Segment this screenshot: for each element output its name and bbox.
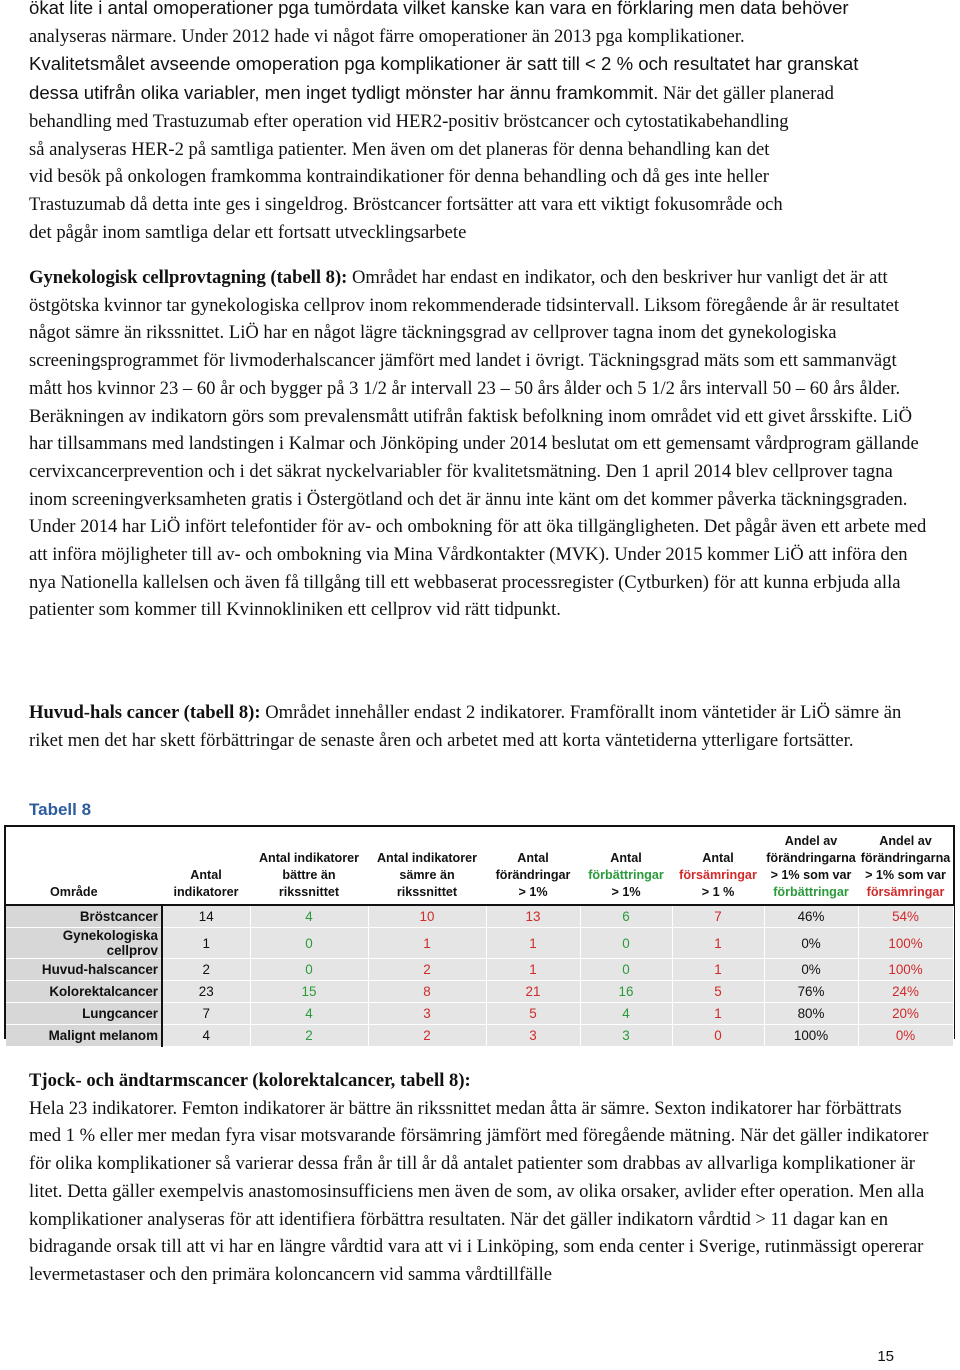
cell-changes: 1 (486, 959, 580, 981)
intro-paragraph (29, 0, 934, 246)
page-number: 15 (877, 1348, 894, 1365)
intro-line: dessa utifrån olika variabler, men inget tydligt mönster har ännu framkommit. (29, 82, 659, 104)
cell-share-improvements: 76% (764, 981, 858, 1003)
col-header-area: Område (6, 827, 162, 905)
cell-total: 7 (162, 1003, 250, 1025)
cell-changes: 21 (486, 981, 580, 1003)
hh-heading: Huvud-hals cancer (tabell 8): (29, 702, 261, 723)
cell-improvements: 0 (580, 928, 672, 959)
cell-total: 1 (162, 928, 250, 959)
intro-line: Kvalitetsmålet avseende omoperation pga komplikationer är satt till < 2 % och resultatet har granskat (29, 53, 859, 75)
cell-declines: 7 (672, 905, 764, 928)
table-caption: Tabell 8 (29, 800, 92, 819)
col-header-share-improvements: Andel av förändringarna > 1% som var förbättringar (764, 827, 858, 905)
table-8 (4, 825, 955, 1043)
kolo-paragraph (29, 1067, 934, 1289)
intro-line: vid besök på onkologen framkomma kontraindikationer för denna behandling och då ges inte heller (29, 166, 769, 188)
intro-line: När det gäller planerad (658, 83, 834, 105)
cell-worse: 2 (368, 1025, 486, 1047)
gyn-heading: Gynekologisk cellprovtagning (tabell 8): (29, 267, 348, 288)
cell-share-improvements: 100% (764, 1025, 858, 1047)
cell-improvements: 3 (580, 1025, 672, 1047)
table-row (6, 1025, 953, 1047)
cell-share-improvements: 80% (764, 1003, 858, 1025)
cell-total: 14 (162, 905, 250, 928)
row-area-label: Bröstcancer (6, 905, 162, 928)
cell-better: 4 (250, 905, 368, 928)
col-header-total: Antal indikatorer (162, 827, 250, 905)
col-header-changes: Antal förändringar > 1% (486, 827, 580, 905)
kolo-body: Hela 23 indikatorer. Femton indikatorer är bättre än rikssnittet medan åtta är sämre. Sexton indikatorer har förbättrats med 1 % eller mer medan fyra visar motsvarande försämring jämfört med föregående mätning. När det gäller indikatorer för olika komplikationer så varierar dessa från år till år då antalet patienter som drabbas av allvarliga komplikationer är litet. Detta gäller exempelvis anastomosinsufficiens men även de som, av olika orsaker, avlider efter operation. Men alla komplikationer analyseras för att identifiera förbättra resultaten. När det gäller indikatorn vårdtid > 11 dagar kan en bidragande orsak till att vi har en längre vårdtid vara att vi i Linköping, som enda center i Sverige, rutinmässigt opererar levermetastaser och den primära koloncancern vid samma vårdtillfälle (29, 1097, 929, 1285)
table-row (6, 928, 953, 959)
cell-share-declines: 54% (858, 905, 953, 928)
col-header-declines: Antal försämringar > 1 % (672, 827, 764, 905)
cell-share-declines: 20% (858, 1003, 953, 1025)
hh-paragraph (29, 699, 934, 754)
kolo-heading: Tjock- och ändtarmscancer (kolorektalcancer, tabell 8): (29, 1070, 471, 1091)
intro-line: ökat lite i antal omoperationer pga tumördata vilket kanske kan vara en förklaring men data behöver (29, 0, 849, 18)
cell-share-improvements: 0% (764, 928, 858, 959)
cell-changes: 3 (486, 1025, 580, 1047)
cell-worse: 8 (368, 981, 486, 1003)
intro-line: Bröstcancer fortsätter att vara ett viktigt fokusområde och (347, 193, 783, 215)
cell-total: 4 (162, 1025, 250, 1047)
col-header-better: Antal indikatorer bättre än rikssnittet (250, 827, 368, 905)
cell-declines: 1 (672, 959, 764, 981)
row-area-label: Malignt melanom (6, 1025, 162, 1047)
cell-share-declines: 100% (858, 928, 953, 959)
table-row (6, 1003, 953, 1025)
cell-total: 23 (162, 981, 250, 1003)
row-area-label: Gynekologiska cellprov (6, 928, 162, 959)
hh-body: Området innehåller endast 2 indikatorer. Framförallt inom väntetider är LiÖ sämre än riket men det har skett förbättringar de senaste åren och arbetet med att korta väntetiderna ytterligare fortsätter. (29, 702, 902, 751)
gyn-body: Området har endast en indikator, och den beskriver hur vanligt det är att östgötska kvinnor tar gynekologiska cellprov inom rekommenderade tidsintervall. Liksom föregående år är resultatet något sämre än rikssnittet. LiÖ har en något lägre täckningsgrad av cellprover tagna inom det gynekologiska screeningsprogrammet för livmoderhalscancer jämfört med landet i övrigt. Täckningsgrad mäts som ett sammanvägt mått hos kvinnor 23 – 60 år och bygger på 3 1/2 år intervall 23 – 50 års ålder och 5 1/2 års intervall 50 – 60 års ålder. Beräkningen av indikatorn görs som prevalensmått utifrån faktisk befolkning inom området vid ett givet årsskifte. LiÖ har tillsammans med landstingen i Kalmar och Jönköping under 2014 beslutat om ett gemensamt vårdprogram gällande cervixcancerprevention och i det säkrat nyckelvariabler för kvalitetsmätning. Den 1 april 2014 blev cellprover tagna inom screeningverksamheten gratis i Östergötland och det är ännu inte känt om det kommer påverka täckningsgraden. Under 2014 har LiÖ infört telefontider för av- och ombokning för att öka tillgängligheten. Det pågår även ett arbete med att införa möjligheter till av- och ombokning via Mina Vårdkontakter (MVK). Under 2015 kommer LiÖ att införa den nya Nationella kallelsen och även få tillgång till ett webbaserat processregister (Cytburken) för att kunna erbjuda alla patienter som kommer till Kvinnokliniken ett cellprov vid rätt tidpunkt. (29, 267, 927, 621)
cell-better: 15 (250, 981, 368, 1003)
table-row (6, 905, 953, 928)
cell-share-improvements: 0% (764, 959, 858, 981)
cell-share-declines: 100% (858, 959, 953, 981)
indicator-table (6, 827, 954, 1047)
cell-changes: 13 (486, 905, 580, 928)
cell-declines: 1 (672, 928, 764, 959)
col-header-worse: Antal indikatorer sämre än rikssnittet (368, 827, 486, 905)
table-header-row (6, 827, 953, 905)
cell-improvements: 6 (580, 905, 672, 928)
intro-line: det pågår inom samtliga delar ett fortsatt utvecklingsarbete (29, 221, 467, 243)
intro-line: analyseras närmare. Under 2012 hade vi något färre omoperationer än 2013 pga komplikationer. (29, 25, 745, 47)
cell-better: 0 (250, 959, 368, 981)
gyn-paragraph (29, 264, 934, 624)
table-row (6, 959, 953, 981)
cell-improvements: 4 (580, 1003, 672, 1025)
col-header-improvements: Antal förbättringar > 1% (580, 827, 672, 905)
cell-declines: 0 (672, 1025, 764, 1047)
cell-share-declines: 0% (858, 1025, 953, 1047)
intro-line: behandling med Trastuzumab efter operation vid HER2-positiv bröstcancer och cytostatikabehandling (29, 110, 789, 132)
cell-worse: 1 (368, 928, 486, 959)
intro-line: Trastuzumab då detta inte ges i singeldrog. (29, 193, 348, 215)
intro-line: så analyseras HER-2 på samtliga patienter. (29, 138, 348, 160)
cell-share-improvements: 46% (764, 905, 858, 928)
intro-line: Men även om det planeras för denna behandling kan det (347, 138, 770, 160)
row-area-label: Huvud-halscancer (6, 959, 162, 981)
row-area-label: Kolorektalcancer (6, 981, 162, 1003)
cell-changes: 5 (486, 1003, 580, 1025)
cell-improvements: 0 (580, 959, 672, 981)
cell-better: 4 (250, 1003, 368, 1025)
col-header-share-declines: Andel av förändringarna > 1% som var försämringar (858, 827, 953, 905)
cell-better: 0 (250, 928, 368, 959)
table-row (6, 981, 953, 1003)
cell-total: 2 (162, 959, 250, 981)
cell-declines: 1 (672, 1003, 764, 1025)
cell-better: 2 (250, 1025, 368, 1047)
cell-worse: 2 (368, 959, 486, 981)
row-area-label: Lungcancer (6, 1003, 162, 1025)
cell-worse: 10 (368, 905, 486, 928)
cell-worse: 3 (368, 1003, 486, 1025)
cell-improvements: 16 (580, 981, 672, 1003)
cell-declines: 5 (672, 981, 764, 1003)
cell-share-declines: 24% (858, 981, 953, 1003)
cell-changes: 1 (486, 928, 580, 959)
